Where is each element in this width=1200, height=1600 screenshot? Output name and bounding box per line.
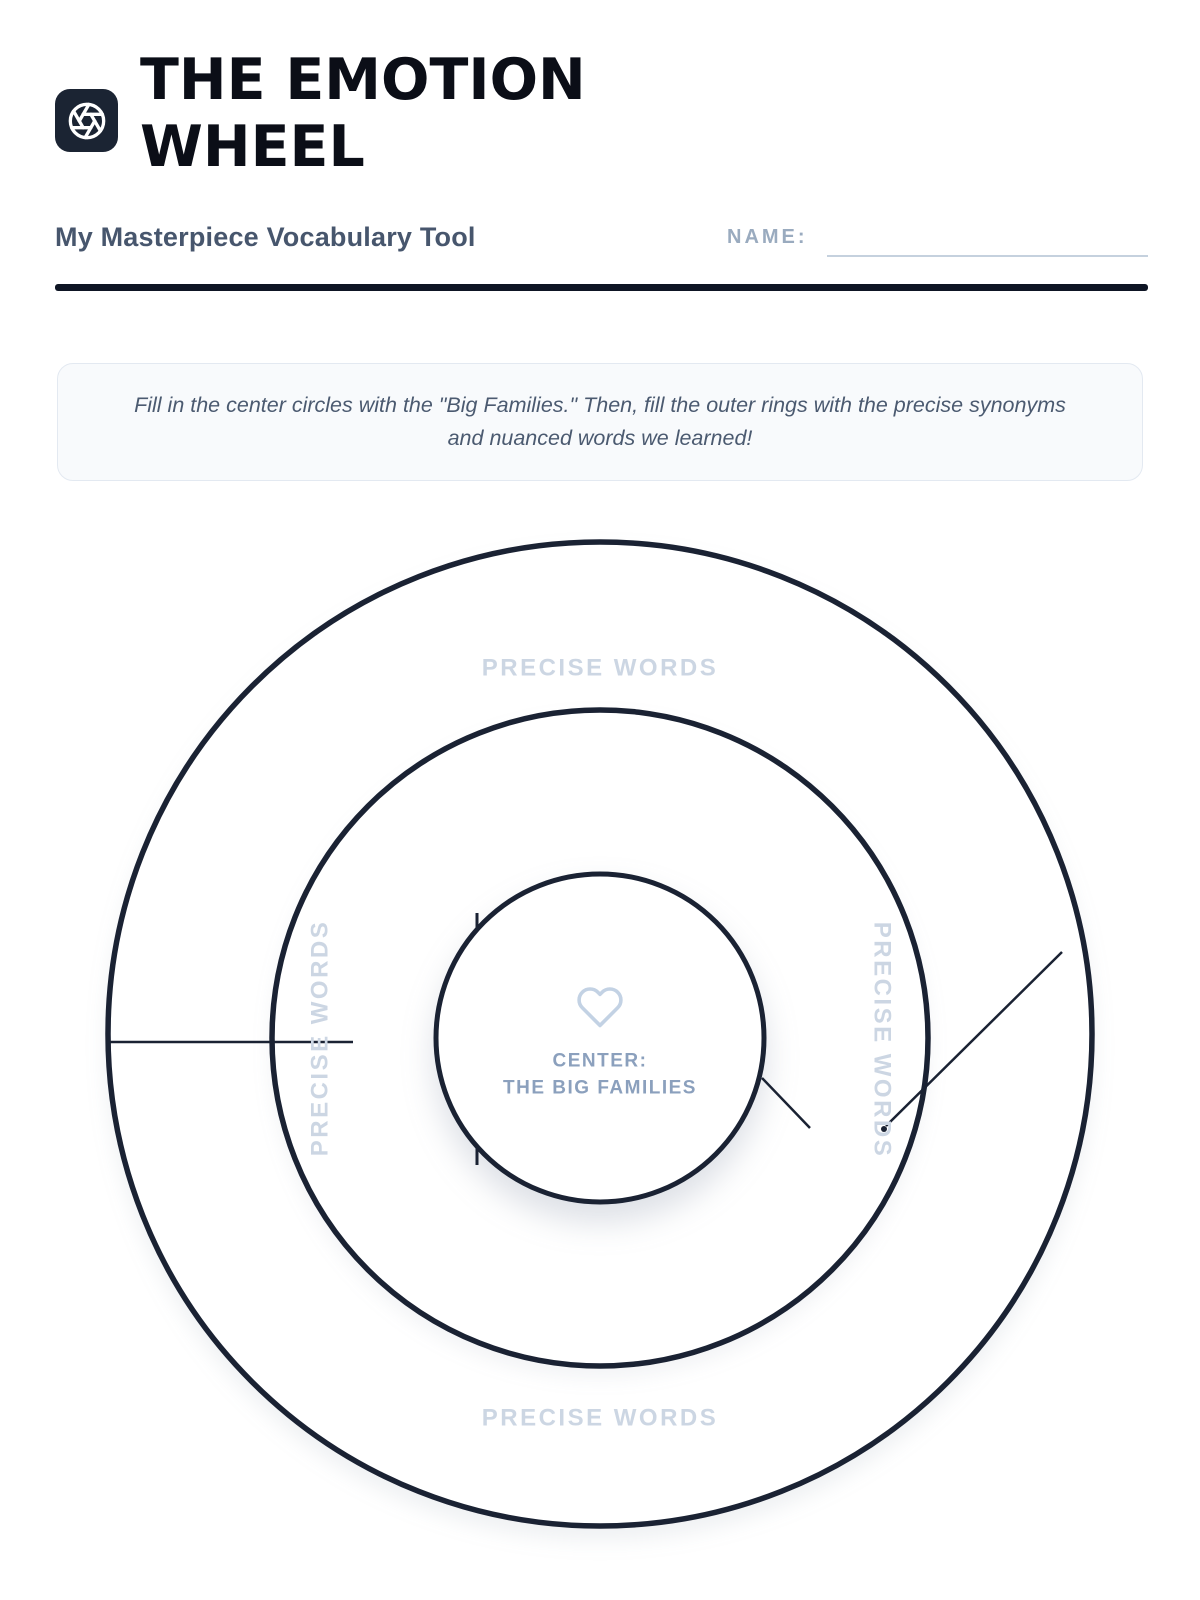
instructions-text (134, 389, 1066, 455)
ring-label-bottom: PRECISE WORDS (481, 1404, 719, 1432)
ring-label-right: PRECISE WORDS (868, 921, 896, 1159)
center-label-line1: CENTER: (552, 1050, 648, 1072)
ring-label-left: PRECISE WORDS (306, 919, 334, 1157)
page-title (140, 47, 586, 181)
app-logo (55, 89, 118, 152)
name-input-line[interactable] (827, 233, 1148, 257)
aperture-icon (67, 101, 107, 141)
divider-rule (55, 284, 1148, 291)
instructions-box (57, 363, 1143, 481)
emotion-wheel-diagram (0, 510, 1200, 1600)
center-label-line2: THE BIG FAMILIES (503, 1077, 697, 1099)
ring-label-top: PRECISE WORDS (481, 654, 719, 682)
center-circle (436, 874, 764, 1202)
title-line-2: WHEEL (140, 114, 365, 180)
instructions-line-1: Fill in the center circles with the "Big Families." Then, fill the outer rings with the precise synonyms (134, 393, 1066, 417)
instructions-line-2: and nuanced words we learned! (447, 426, 753, 450)
name-label: NAME: (727, 226, 808, 248)
page-subtitle: My Masterpiece Vocabulary Tool (55, 222, 476, 252)
title-line-1: THE EMOTION (140, 47, 586, 113)
